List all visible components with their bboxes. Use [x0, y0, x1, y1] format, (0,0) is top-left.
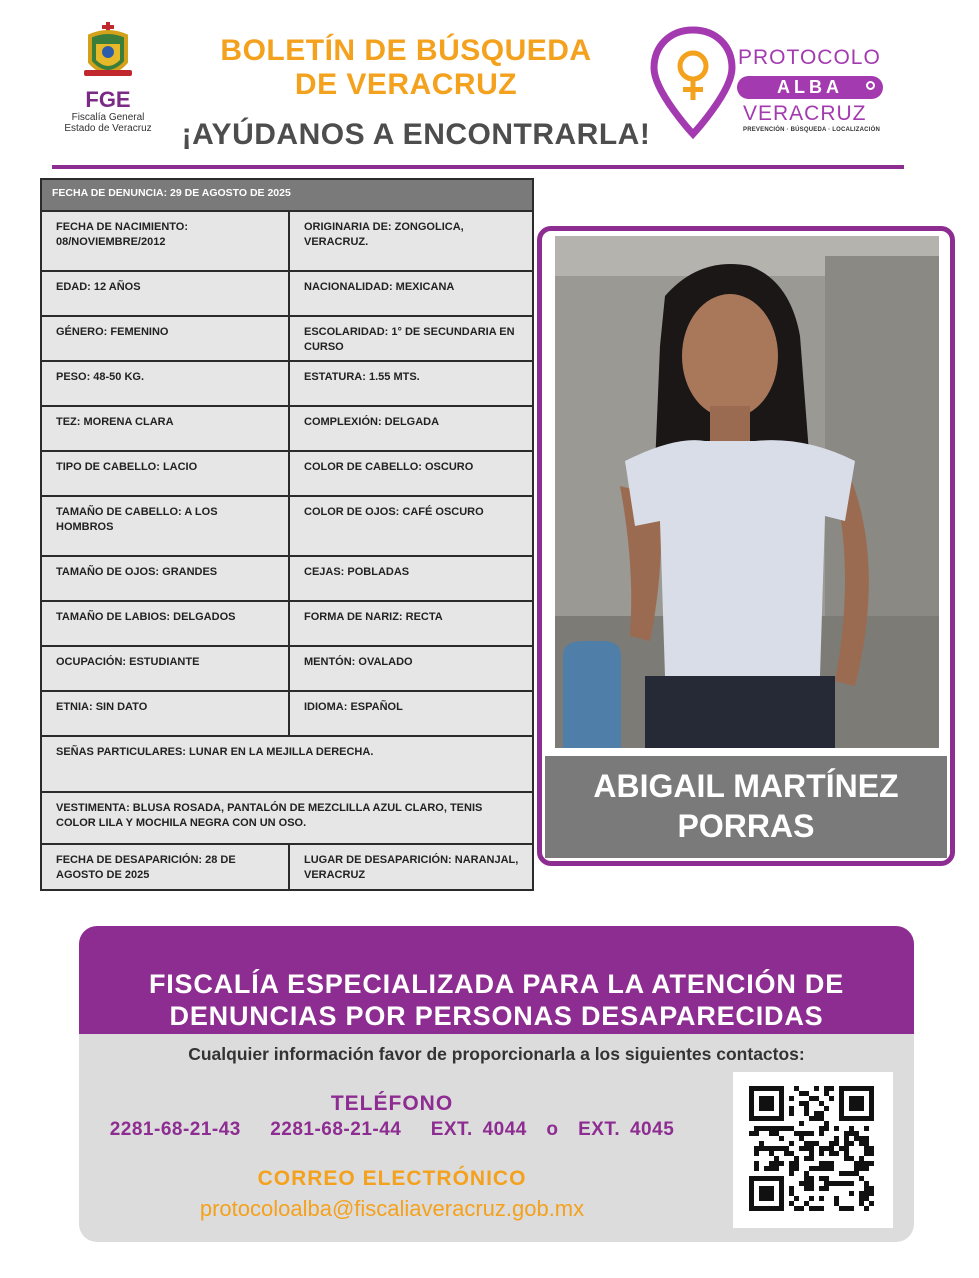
- location-pin-female-icon: [648, 26, 738, 141]
- fge-line2: Estado de Veracruz: [64, 123, 152, 134]
- bulletin-title: [196, 34, 616, 102]
- missing-person-photo: [555, 236, 939, 748]
- nose-shape: FORMA DE NARIZ: RECTA: [289, 601, 533, 646]
- phone-numbers[interactable]: 2281-68-21-43 2281-68-21-44 EXT. 4044 o EXT. 4045: [109, 1119, 675, 1140]
- search-icon: [866, 81, 875, 90]
- eye-color: COLOR DE OJOS: CAFÉ OSCURO: [289, 496, 533, 556]
- origin: ORIGINARIA DE: ZONGOLICA, VERACRUZ.: [289, 211, 533, 271]
- disappearance-place: LUGAR DE DESAPARICIÓN: NARANJAL, VERACRUZ: [289, 844, 533, 890]
- person-data-table: [40, 178, 534, 891]
- eyebrows: CEJAS: POBLADAS: [289, 556, 533, 601]
- nationality: NACIONALIDAD: MEXICANA: [289, 271, 533, 316]
- alba-tagline: PREVENCIÓN · BÚSQUEDA · LOCALIZACIÓN: [743, 127, 880, 133]
- hair-color: COLOR DE CABELLO: OSCURO: [289, 451, 533, 496]
- build: COMPLEXIÓN: DELGADA: [289, 406, 533, 451]
- qr-code-graphic: [733, 1072, 893, 1228]
- header-divider: [52, 165, 904, 169]
- gender: GÉNERO: FEMENINO: [41, 316, 289, 361]
- person-name: [545, 756, 947, 858]
- contact-intro: Cualquier información favor de proporcionarla a los siguientes contactos:: [188, 1044, 805, 1064]
- particular-signs: SEÑAS PARTICULARES: LUNAR EN LA MEJILLA DERECHA.: [41, 736, 533, 792]
- report-date: FECHA DE DENUNCIA: 29 DE AGOSTO DE 2025: [41, 179, 533, 211]
- eye-size: TAMAÑO DE OJOS: GRANDES: [41, 556, 289, 601]
- title-line2: DE VERACRUZ: [294, 68, 518, 101]
- ethnicity: ETNIA: SIN DATO: [41, 691, 289, 736]
- disappearance-date: FECHA DE DESAPARICIÓN: 28 DE AGOSTO DE 2025: [41, 844, 289, 890]
- skin-tone: TEZ: MORENA CLARA: [41, 406, 289, 451]
- agency-title: FISCALÍA ESPECIALIZADA PARA LA ATENCIÓN DE DENUNCIAS POR PERSONAS DESAPARECIDAS: [148, 969, 845, 1031]
- weight: PESO: 48-50 KG.: [41, 361, 289, 406]
- height: ESTATURA: 1.55 MTS.: [289, 361, 533, 406]
- name-line1: ABIGAIL MARTÍNEZ: [593, 768, 899, 804]
- alba-line2: [737, 76, 883, 99]
- chin: MENTÓN: OVALADO: [289, 646, 533, 691]
- language: IDIOMA: ESPAÑOL: [289, 691, 533, 736]
- alba-line1: PROTOCOLO: [738, 46, 881, 69]
- qr-code-icon: [733, 1072, 893, 1228]
- phone-label: TELÉFONO: [330, 1092, 454, 1115]
- fge-line1: Fiscalía General: [71, 112, 145, 123]
- lip-size: TAMAÑO DE LABIOS: DELGADOS: [41, 601, 289, 646]
- veracruz-shield-icon: [80, 22, 136, 86]
- age: EDAD: 12 AÑOS: [41, 271, 289, 316]
- hair-type: TIPO DE CABELLO: LACIO: [41, 451, 289, 496]
- name-line2: PORRAS: [677, 808, 815, 844]
- fge-acronym: FGE: [85, 87, 131, 112]
- alba-word: ALBA: [777, 77, 843, 97]
- title-line1: BOLETÍN DE BÚSQUEDA: [220, 34, 592, 67]
- contact-panel: [79, 926, 914, 1242]
- email-label: CORREO ELECTRÓNICO: [257, 1167, 527, 1190]
- birth-date: FECHA DE NACIMIENTO: 08/NOVIEMBRE/2012: [41, 211, 289, 271]
- hair-length: TAMAÑO DE CABELLO: A LOS HOMBROS: [41, 496, 289, 556]
- help-subtitle: ¡AYÚDANOS A ENCONTRARLA!: [181, 118, 651, 151]
- alba-line3: VERACRUZ: [743, 102, 867, 125]
- email-link[interactable]: protocoloalba@fiscaliaveracruz.gob.mx: [199, 1196, 585, 1221]
- education: ESCOLARIDAD: 1° DE SECUNDARIA EN CURSO: [289, 316, 533, 361]
- occupation: OCUPACIÓN: ESTUDIANTE: [41, 646, 289, 691]
- fge-logo: [48, 22, 168, 152]
- clothing: VESTIMENTA: BLUSA ROSADA, PANTALÓN DE MEZCLILLA AZUL CLARO, TENIS COLOR LILA Y MOCHILA NEGRA CON UN OSO.: [41, 792, 533, 844]
